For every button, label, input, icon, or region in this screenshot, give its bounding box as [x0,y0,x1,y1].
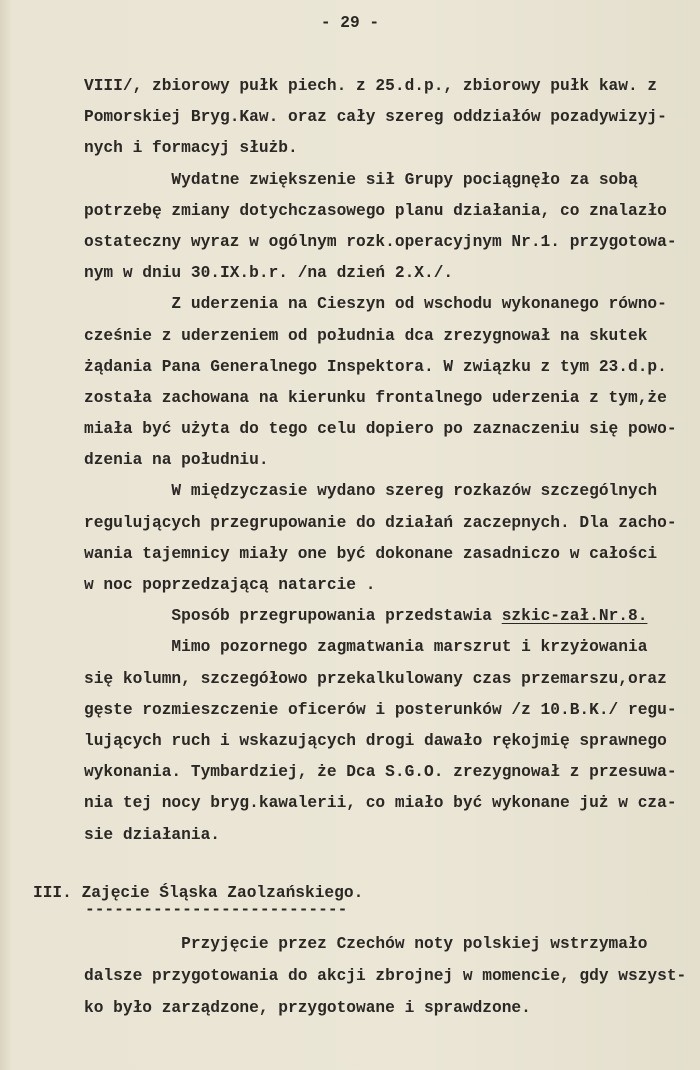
text-line: wykonania. Tymbardziej, że Dca S.G.O. zrezygnował z przesuwa- [84,763,677,782]
text-line: ko było zarządzone, przygotowane i sprawdzone. [84,999,531,1017]
text-line: VIII/, zbiorowy pułk piech. z 25.d.p., zbiorowy pułk kaw. z [84,77,658,95]
text-line: Wydatne zwiększenie sił Grupy pociągnęło za sobą [84,170,638,189]
text-line: wania tajemnicy miały one być dokonane zasadniczo w całości [84,544,658,563]
section-paragraph [84,928,686,1024]
text-line: lujących ruch i wskazujących drogi dawało rękojmię sprawnego [84,731,667,750]
page-number: - 29 - [320,14,380,32]
text-line: potrzebę zmiany dotychczasowego planu działania, co znalazło [84,201,667,220]
text-line: miała być użyta do tego celu dopiero po zaznaczeniu się powo- [84,420,677,439]
text-line: W międzyczasie wydano szereg rozkazów szczególnych [84,482,658,501]
section-heading: III. Zajęcie Śląska Zaolzańskiego. [33,884,364,902]
heading-underline: --------------------------- [85,901,348,919]
text-line: została zachowana na kierunku frontalnego uderzenia z tym,że [84,388,667,407]
text-line: dalsze przygotowania do akcji zbrojnej w momencie, gdy wszyst- [84,967,687,985]
text-fragment: Sposób przegrupowania przedstawia [84,607,502,626]
sketch-reference: szkic-zał.Nr.8. [501,607,648,626]
text-line: Przyjęcie przez Czechów noty polskiej wstrzymało [84,935,648,953]
text-line: cześnie z uderzeniem od południa dca zrezygnował na skutek [84,326,648,345]
document-body [84,71,677,851]
text-line: Pomorskiej Bryg.Kaw. oraz cały szereg oddziałów pozadywizyj- [84,108,667,127]
text-line: sie działania. [84,825,220,844]
text-line: nia tej nocy bryg.kawalerii, co miało być wykonane już w cza- [84,794,677,813]
text-line: ostateczny wyraz w ogólnym rozk.operacyjnym Nr.1. przygotowa- [84,232,677,251]
text-line: Mimo pozornego zagmatwania marszrut i krzyżowania [84,638,648,657]
text-line: nych i formacyj służb. [84,139,298,158]
text-line: w noc poprzedzającą natarcie . [84,576,376,594]
section-heading-block [33,883,363,917]
text-line: nym w dniu 30.IX.b.r. /na dzień 2.X./. [84,264,454,283]
text-line: gęste rozmieszczenie oficerów i posterunków /z 10.B.K./ regu- [84,700,677,719]
text-line: się kolumn, szczegółowo przekalkulowany czas przemarszu,oraz [84,669,667,688]
text-line [84,601,677,632]
text-line: dzenia na południu. [84,451,269,470]
text-line: Z uderzenia na Cieszyn od wschodu wykonanego równo- [84,295,667,314]
text-line: regulujących przegrupowanie do działań zaczepnych. Dla zacho- [84,513,677,532]
text-line: żądania Pana Generalnego Inspektora. W związku z tym 23.d.p. [84,357,667,376]
